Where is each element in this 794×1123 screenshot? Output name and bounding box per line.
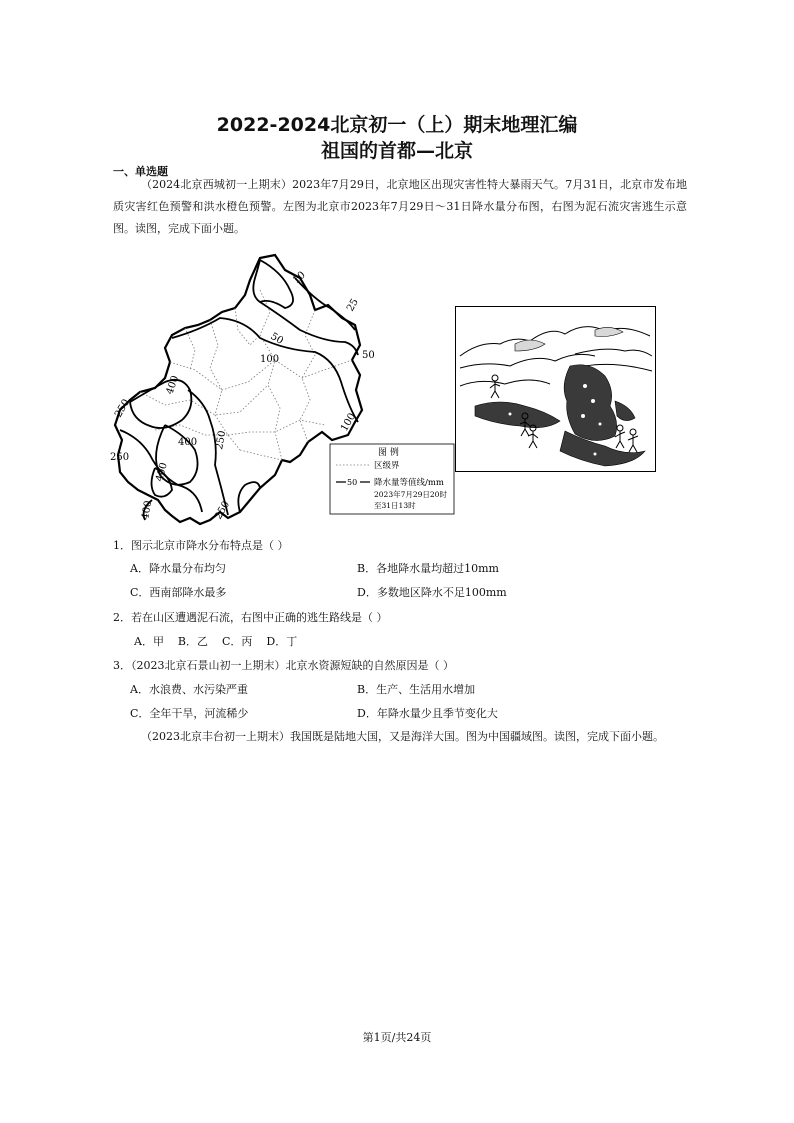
contour-label: 250	[213, 499, 233, 522]
legend-period-2: 至31日13时	[374, 501, 416, 510]
passage-1: （2024北京西城初一上期末）2023年7月29日，北京地区出现灾害性特大暴雨天气。7月31日，北京市发布地质灾害红色预警和洪水橙色预警。左图为北京市2023年7月29日～31日降水量分布图，右图为泥石流灾害逃生示意图。读图，完成下面小题。	[113, 178, 687, 235]
question-3-option-b[interactable]: B．生产、生活用水增加	[357, 683, 476, 696]
contour-label: 100	[339, 411, 359, 434]
contour-label: 10	[290, 269, 308, 287]
contour-label: 250	[113, 397, 133, 420]
question-3-option-a[interactable]: A．水浪费、水污染严重	[130, 683, 248, 696]
contour-label: 250	[110, 452, 130, 463]
legend-period-1: 2023年7月29日20时	[374, 490, 447, 499]
question-1-option-c[interactable]: C．西南部降水最多	[130, 586, 227, 599]
contour-label: 400	[154, 461, 170, 483]
question-3-option-c[interactable]: C．全年干旱，河流稀少	[130, 707, 249, 720]
page-footer: 第1页/共24页	[362, 1031, 432, 1044]
legend-contour-value: 50	[347, 478, 358, 487]
question-2-options[interactable]: A．甲 B．乙 C．丙 D．丁	[134, 635, 298, 648]
section-heading: 一、单选题	[113, 165, 168, 178]
question-1-option-a[interactable]: A．降水量分布均匀	[130, 562, 226, 575]
question-3-option-d[interactable]: D．年降水量少且季节变化大	[357, 707, 498, 720]
question-3-stem: 3．（2023北京石景山初一上期末）北京水资源短缺的自然原因是（ ）	[113, 659, 454, 672]
contour-label: 50	[362, 350, 375, 361]
contour-label: 25	[345, 296, 361, 314]
contour-label: 250	[214, 429, 229, 451]
legend-contour-label: 降水量等值线/mm	[374, 478, 444, 488]
contour-label: 50	[268, 331, 286, 347]
question-1-option-b[interactable]: B．各地降水量均超过10mm	[357, 562, 499, 575]
page-subtitle: 祖国的首都—北京	[320, 140, 473, 162]
contour-label: 100	[260, 354, 280, 365]
legend-boundary-label: 区级界	[374, 461, 400, 471]
contour-label: 400	[140, 499, 155, 521]
map-legend	[330, 444, 454, 514]
contour-label: 400	[178, 437, 198, 448]
question-1-option-d[interactable]: D．多数地区降水不足100mm	[357, 586, 507, 599]
contour-label: 400	[164, 374, 182, 397]
legend-title: 图 例	[378, 448, 399, 458]
beijing-precipitation-map	[110, 250, 460, 530]
passage-2: （2023北京丰台初一上期末）我国既是陆地大国，又是海洋大国。图为中国疆域图。读图，完成下面小题。	[141, 730, 664, 743]
page-title: 2022-2024北京初一（上）期末地理汇编	[216, 114, 578, 136]
debris-flow-escape-illustration	[455, 306, 656, 472]
question-2-stem: 2．若在山区遭遇泥石流，右图中正确的逃生路线是（ ）	[113, 611, 388, 624]
question-1-stem: 1．图示北京市降水分布特点是（ ）	[113, 539, 289, 552]
